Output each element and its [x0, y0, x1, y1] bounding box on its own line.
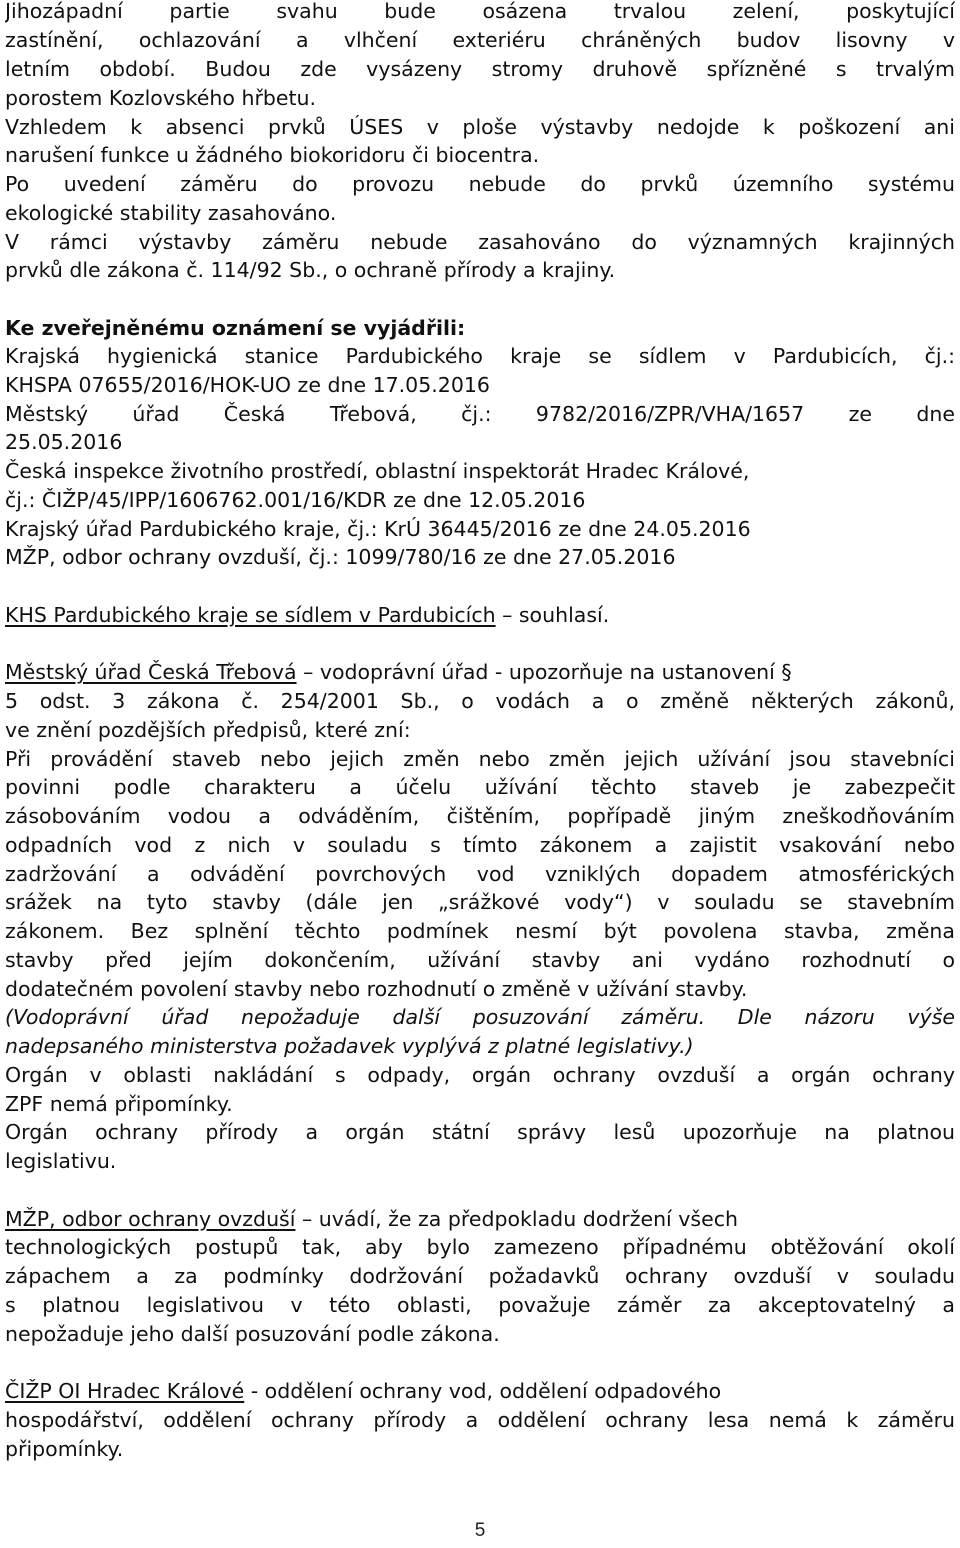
- text-line: Orgán v oblasti nakládání s odpady, orgán ochrany ovzduší a orgán ochrany: [5, 1063, 955, 1087]
- text-line: ekologické stability zasahováno.: [5, 201, 337, 225]
- statement-text: – souhlasí.: [495, 603, 610, 627]
- text-line: ve znění pozdějších předpisů, které zní:: [5, 718, 411, 742]
- mzp-statement: [5, 1205, 955, 1234]
- text-line: 5 odst. 3 zákona č. 254/2001 Sb., o vodách a o změně některých zákonů,: [5, 689, 955, 713]
- text-line: prvků dle zákona č. 114/92 Sb., o ochraně přírody a krajiny.: [5, 258, 616, 282]
- text-line: zásobováním vodou a odváděním, čištěním, popřípadě jiným zneškodňováním: [5, 804, 955, 828]
- statement-text: – vodoprávní úřad - upozorňuje na ustanovení §: [296, 660, 792, 684]
- text-line: V rámci výstavby záměru nebude zasahováno do významných krajinných: [5, 230, 955, 254]
- text-line: Krajská hygienická stanice Pardubického kraje se sídlem v Pardubicích, čj.:: [5, 344, 955, 368]
- italic-note-line: nadepsaného ministerstva požadavek vyplývá z platné legislativy.): [5, 1034, 694, 1058]
- text-line: Městský úřad Česká Třebová, čj.: 9782/2016/ZPR/VHA/1657 ze dne: [5, 402, 955, 426]
- water-authority-statement: [5, 658, 955, 687]
- text-line: Česká inspekce životního prostředí, oblastní inspektorát Hradec Králové,: [5, 459, 750, 483]
- text-line: Krajský úřad Pardubického kraje, čj.: KrÚ 36445/2016 ze dne 24.05.2016: [5, 517, 751, 541]
- text-line: porostem Kozlovského hřbetu.: [5, 86, 317, 110]
- text-line: povinni podle charakteru a účelu užívání těchto staveb je zabezpečit: [5, 775, 955, 799]
- text-line: Po uvedení záměru do provozu nebude do prvků územního systému: [5, 172, 955, 196]
- text-line: 25.05.2016: [5, 430, 123, 454]
- text-line: Při provádění staveb nebo jejich změn nebo změn jejich užívání jsou stavebníci: [5, 747, 955, 771]
- text-line: hospodářství, oddělení ochrany přírody a oddělení ochrany lesa nemá k záměru: [5, 1408, 955, 1432]
- text-line: zastínění, ochlazování a vlhčení exteriéru chráněných budov lisovny v: [5, 28, 955, 52]
- text-line: nepožaduje jeho další posuzování podle zákona.: [5, 1322, 500, 1346]
- text-line: ZPF nemá připomínky.: [5, 1092, 233, 1116]
- text-line: MŽP, odbor ochrany ovzduší, čj.: 1099/780/16 ze dne 27.05.2016: [5, 545, 676, 569]
- authority-name-mzp: MŽP, odbor ochrany ovzduší: [5, 1207, 296, 1231]
- statement-text: – uvádí, že za předpokladu dodržení všech: [295, 1207, 738, 1231]
- text-line: čj.: ČIŽP/45/IPP/1606762.001/16/KDR ze dne 12.05.2016: [5, 488, 586, 512]
- italic-note-line: (Vodoprávní úřad nepožaduje další posuzování záměru. Dle názoru výše: [5, 1005, 955, 1029]
- statement-text: - oddělení ochrany vod, oddělení odpadového: [244, 1379, 722, 1403]
- section-heading: Ke zveřejněnému oznámení se vyjádřili:: [5, 316, 466, 340]
- text-line: s platnou legislativou v této oblasti, považuje záměr za akceptovatelný a: [5, 1293, 955, 1317]
- authority-name-cizp: ČIŽP OI Hradec Králové: [5, 1379, 245, 1403]
- text-line: KHSPA 07655/2016/HOK-UO ze dne 17.05.2016: [5, 373, 490, 397]
- text-line: dodatečném povolení stavby nebo rozhodnutí o změně v užívání stavby.: [5, 977, 748, 1001]
- text-line: zákonem. Bez splnění těchto podmínek nesmí být povolena stavba, změna: [5, 919, 955, 943]
- text-line: technologických postupů tak, aby bylo zamezeno případnému obtěžování okolí: [5, 1235, 955, 1259]
- text-line: odpadních vod z nich v souladu s tímto zákonem a zajistit vsakování nebo: [5, 833, 955, 857]
- text-line: letním období. Budou zde vysázeny stromy druhově spřízněné s trvalým: [5, 57, 955, 81]
- text-line: narušení funkce u žádného biokoridoru či biocentra.: [5, 143, 540, 167]
- khs-statement: [5, 601, 955, 630]
- text-line: stavby před jejím dokončením, užívání stavby ani vydáno rozhodnutí o: [5, 948, 955, 972]
- text-line: srážek na tyto stavby (dále jen „srážkové vody“) v souladu se stavebním: [5, 890, 955, 914]
- text-line: legislativu.: [5, 1149, 117, 1173]
- text-line: připomínky.: [5, 1437, 124, 1461]
- text-line: Jihozápadní partie svahu bude osázena trvalou zelení, poskytující: [5, 0, 955, 23]
- page-number: 5: [474, 1520, 486, 1541]
- text-line: zápachem a za podmínky dodržování požadavků ochrany ovzduší v souladu: [5, 1264, 955, 1288]
- cizp-statement: [5, 1377, 955, 1406]
- authority-name-mu: Městský úřad Česká Třebová: [5, 660, 297, 684]
- text-line: zadržování a odvádění povrchových vod vzniklých dopadem atmosférických: [5, 862, 955, 886]
- text-line: Vzhledem k absenci prvků ÚSES v ploše výstavby nedojde k poškození ani: [5, 115, 955, 139]
- text-line: Orgán ochrany přírody a orgán státní správy lesů upozorňuje na platnou: [5, 1120, 955, 1144]
- authority-name-khs: KHS Pardubického kraje se sídlem v Pardubicích: [5, 603, 496, 627]
